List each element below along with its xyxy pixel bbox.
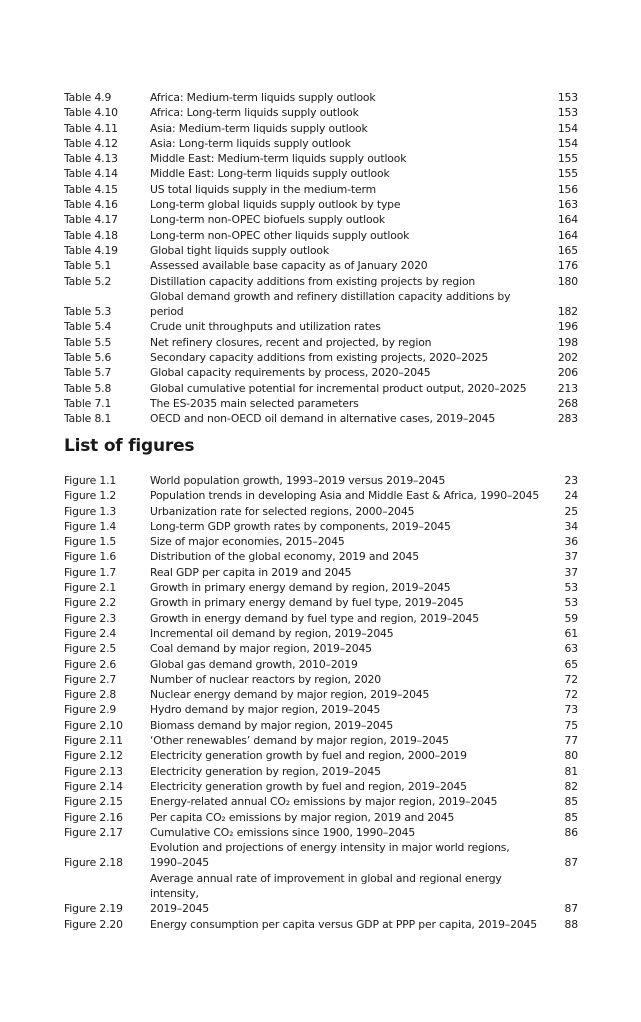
figure-entry-number: Figure 2.3 bbox=[64, 611, 117, 625]
table-entry-number: Table 4.14 bbox=[64, 167, 118, 181]
table-entry-page-number: 268 bbox=[557, 396, 578, 410]
table-entry-page-number: 153 bbox=[557, 91, 578, 104]
figure-entry-title: Distribution of the global economy, 2019 and 2045 bbox=[150, 550, 419, 564]
figure-entry-title: Number of nuclear reactors by region, 2020 bbox=[150, 672, 381, 686]
table-entry-title: Middle East: Long-term liquids supply outlook bbox=[150, 167, 390, 181]
table-entry-page-number: 155 bbox=[557, 152, 578, 166]
figure-entry-number: Figure 2.8 bbox=[64, 688, 117, 702]
table-entry-title: Net refinery closures, recent and projected, by region bbox=[150, 335, 432, 349]
figure-entry-title: Evolution and projections of energy intensity in major world regions, 1990–2045 bbox=[150, 841, 510, 870]
table-entry-number: Table 4.10 bbox=[64, 106, 118, 120]
figure-entry-page-number: 34 bbox=[564, 519, 578, 533]
table-entry bbox=[64, 182, 578, 197]
figure-entry-title: Hydro demand by major region, 2019–2045 bbox=[150, 703, 381, 717]
figure-entry-title: ‘Other renewables’ demand by major region, 2019–2045 bbox=[150, 734, 449, 748]
table-entry-number: Table 4.16 bbox=[64, 198, 118, 212]
figure-entry-page-number: 75 bbox=[564, 718, 578, 732]
figure-entry-number: Figure 2.14 bbox=[64, 779, 123, 793]
figure-entry-number: Figure 2.2 bbox=[64, 596, 117, 610]
figure-entry-page-number: 37 bbox=[564, 550, 578, 564]
figure-entry-title: Growth in primary energy demand by fuel type, 2019–2045 bbox=[150, 596, 464, 610]
table-entry bbox=[64, 90, 578, 105]
figure-entry-title: Electricity generation growth by fuel and region, 2000–2019 bbox=[150, 749, 467, 763]
table-entry bbox=[64, 319, 578, 334]
figure-entry-number: Figure 1.6 bbox=[64, 550, 117, 564]
figure-entry-page-number: 65 bbox=[564, 657, 578, 671]
table-entry bbox=[64, 258, 578, 273]
figure-entry-page-number: 73 bbox=[564, 703, 578, 717]
table-entry-page-number: 198 bbox=[557, 335, 578, 349]
table-entry-page-number: 182 bbox=[557, 305, 578, 319]
figure-entry-title: World population growth, 1993–2019 versus 2019–2045 bbox=[150, 474, 446, 487]
table-entry-title: US total liquids supply in the medium-term bbox=[150, 182, 376, 196]
figure-entry bbox=[64, 580, 578, 595]
table-entry bbox=[64, 105, 578, 120]
table-entry bbox=[64, 228, 578, 243]
figure-entry-page-number: 86 bbox=[564, 825, 578, 839]
table-entry-number: Table 5.7 bbox=[64, 366, 112, 380]
table-entry-number: Table 5.8 bbox=[64, 381, 112, 395]
table-entry-page-number: 180 bbox=[557, 274, 578, 288]
figure-entry-page-number: 82 bbox=[564, 779, 578, 793]
figure-entry-page-number: 72 bbox=[564, 688, 578, 702]
table-entry-number: Table 5.1 bbox=[64, 259, 112, 273]
table-entry-number: Table 5.2 bbox=[64, 274, 112, 288]
figure-entry-title: Energy-related annual CO₂ emissions by major region, 2019–2045 bbox=[150, 795, 498, 809]
list-of-tables bbox=[64, 90, 578, 427]
figure-entry-title: Urbanization rate for selected regions, 2000–2045 bbox=[150, 504, 415, 518]
table-entry-title: Global capacity requirements by process, 2020–2045 bbox=[150, 366, 431, 380]
figure-entry-title: Size of major economies, 2015–2045 bbox=[150, 535, 345, 549]
table-entry bbox=[64, 289, 578, 320]
figure-entry-number: Figure 1.1 bbox=[64, 474, 117, 487]
figure-entry bbox=[64, 871, 578, 917]
figure-entry-page-number: 59 bbox=[564, 611, 578, 625]
figure-entry-number: Figure 2.7 bbox=[64, 672, 117, 686]
figure-entry-title: Coal demand by major region, 2019–2045 bbox=[150, 642, 372, 656]
table-entry-page-number: 154 bbox=[557, 136, 578, 150]
figure-entry-title: Incremental oil demand by region, 2019–2045 bbox=[150, 626, 394, 640]
figure-entry-number: Figure 2.18 bbox=[64, 856, 123, 870]
table-entry-page-number: 164 bbox=[557, 228, 578, 242]
figure-entry-title: Real GDP per capita in 2019 and 2045 bbox=[150, 565, 352, 579]
list-of-figures bbox=[64, 473, 578, 932]
table-entry-title: Africa: Long-term liquids supply outlook bbox=[150, 106, 359, 120]
figure-entry bbox=[64, 641, 578, 656]
figure-entry bbox=[64, 733, 578, 748]
table-entry-title: Crude unit throughputs and utilization rates bbox=[150, 320, 381, 334]
figure-entry-page-number: 81 bbox=[564, 764, 578, 778]
table-entry-page-number: 213 bbox=[557, 381, 578, 395]
table-entry bbox=[64, 365, 578, 380]
table-entry-number: Table 4.11 bbox=[64, 121, 118, 135]
figure-entry bbox=[64, 687, 578, 702]
table-entry bbox=[64, 396, 578, 411]
figure-entry-page-number: 88 bbox=[564, 917, 578, 931]
figure-entry bbox=[64, 549, 578, 564]
figure-entry-page-number: 61 bbox=[564, 626, 578, 640]
table-entry-title: Long-term non-OPEC other liquids supply outlook bbox=[150, 228, 410, 242]
table-entry-number: Table 5.5 bbox=[64, 335, 112, 349]
figure-entry-number: Figure 2.17 bbox=[64, 825, 123, 839]
figure-entry-page-number: 85 bbox=[564, 810, 578, 824]
figure-entry-number: Figure 2.4 bbox=[64, 626, 117, 640]
table-entry-page-number: 196 bbox=[557, 320, 578, 334]
table-entry-title: Global cumulative potential for incremental product output, 2020–2025 bbox=[150, 381, 527, 395]
table-entry-number: Table 5.6 bbox=[64, 351, 112, 365]
table-entry-page-number: 283 bbox=[557, 412, 578, 426]
table-entry-title: Asia: Long-term liquids supply outlook bbox=[150, 136, 351, 150]
table-entry-title: Global demand growth and refinery distillation capacity additions by period bbox=[150, 289, 511, 319]
figure-entry-page-number: 85 bbox=[564, 795, 578, 809]
figure-entry-number: Figure 2.12 bbox=[64, 749, 123, 763]
figure-entry bbox=[64, 794, 578, 809]
table-entry-page-number: 164 bbox=[557, 213, 578, 227]
figure-entry-page-number: 72 bbox=[564, 672, 578, 686]
table-entry-page-number: 202 bbox=[557, 351, 578, 365]
figure-entry-number: Figure 2.19 bbox=[64, 902, 123, 916]
figure-entry bbox=[64, 672, 578, 687]
figure-entry bbox=[64, 764, 578, 779]
table-entry-title: Long-term non-OPEC biofuels supply outlook bbox=[150, 213, 386, 227]
figure-entry bbox=[64, 657, 578, 672]
figure-entry-page-number: 87 bbox=[564, 856, 578, 870]
table-entry bbox=[64, 136, 578, 151]
figure-entry bbox=[64, 626, 578, 641]
table-entry-title: Secondary capacity additions from existing projects, 2020–2025 bbox=[150, 351, 489, 365]
table-entry-title: Long-term global liquids supply outlook by type bbox=[150, 198, 401, 212]
figure-entry-title: Cumulative CO₂ emissions since 1900, 1990–2045 bbox=[150, 825, 416, 839]
table-entry-number: Table 4.15 bbox=[64, 182, 118, 196]
figure-entry-title: Population trends in developing Asia and Middle East & Africa, 1990–2045 bbox=[150, 489, 540, 503]
figure-entry-page-number: 25 bbox=[564, 504, 578, 518]
figure-entry-page-number: 53 bbox=[564, 596, 578, 610]
figure-entry-number: Figure 2.9 bbox=[64, 703, 117, 717]
figure-entry-title: Long-term GDP growth rates by components, 2019–2045 bbox=[150, 519, 451, 533]
figure-entry bbox=[64, 825, 578, 840]
figure-entry-number: Figure 2.11 bbox=[64, 734, 123, 748]
table-entry-title: Asia: Medium-term liquids supply outlook bbox=[150, 121, 368, 135]
table-entry-number: Table 5.4 bbox=[64, 320, 112, 334]
table-entry-title: Middle East: Medium-term liquids supply outlook bbox=[150, 152, 407, 166]
table-entry-title: OECD and non-OECD oil demand in alternative cases, 2019–2045 bbox=[150, 412, 496, 426]
figure-entry bbox=[64, 595, 578, 610]
figure-entry-title: Growth in energy demand by fuel type and region, 2019–2045 bbox=[150, 611, 479, 625]
table-entry bbox=[64, 166, 578, 181]
figure-entry-title: Global gas demand growth, 2010–2019 bbox=[150, 657, 358, 671]
figure-entry-number: Figure 1.7 bbox=[64, 565, 117, 579]
figure-entry bbox=[64, 473, 578, 488]
figure-entry bbox=[64, 840, 578, 871]
figure-entry bbox=[64, 702, 578, 717]
figure-entry-page-number: 24 bbox=[564, 489, 578, 503]
table-entry-number: Table 4.19 bbox=[64, 243, 118, 257]
table-entry bbox=[64, 197, 578, 212]
figure-entry-number: Figure 1.2 bbox=[64, 489, 117, 503]
table-entry-number: Table 4.13 bbox=[64, 152, 118, 166]
figure-entry-page-number: 53 bbox=[564, 581, 578, 595]
figure-entry-number: Figure 1.5 bbox=[64, 535, 117, 549]
table-entry-number: Table 4.17 bbox=[64, 213, 118, 227]
table-entry-number: Table 4.9 bbox=[64, 91, 112, 104]
figure-entry bbox=[64, 504, 578, 519]
figure-entry-page-number: 87 bbox=[564, 902, 578, 916]
figure-entry-title: Nuclear energy demand by major region, 2019–2045 bbox=[150, 688, 430, 702]
table-entry-number: Table 4.12 bbox=[64, 136, 118, 150]
table-entry-title: The ES-2035 main selected parameters bbox=[150, 396, 359, 410]
table-entry bbox=[64, 121, 578, 136]
table-entry bbox=[64, 274, 578, 289]
figure-entry bbox=[64, 611, 578, 626]
figure-entry-title: Average annual rate of improvement in global and regional energy intensity, 2019–2045 bbox=[150, 871, 502, 916]
figure-entry-page-number: 63 bbox=[564, 642, 578, 656]
table-entry-number: Table 8.1 bbox=[64, 412, 112, 426]
figure-entry-number: Figure 1.3 bbox=[64, 504, 117, 518]
figure-entry-page-number: 80 bbox=[564, 749, 578, 763]
figure-entry-title: Growth in primary energy demand by region, 2019–2045 bbox=[150, 581, 451, 595]
table-entry-title: Assessed available base capacity as of January 2020 bbox=[150, 259, 428, 273]
table-entry-page-number: 154 bbox=[557, 121, 578, 135]
figure-entry-title: Biomass demand by major region, 2019–2045 bbox=[150, 718, 394, 732]
table-entry-title: Distillation capacity additions from existing projects by region bbox=[150, 274, 476, 288]
table-entry bbox=[64, 335, 578, 350]
figure-entry bbox=[64, 718, 578, 733]
figure-entry bbox=[64, 534, 578, 549]
figure-entry bbox=[64, 519, 578, 534]
table-entry-page-number: 156 bbox=[557, 182, 578, 196]
figure-entry-number: Figure 2.13 bbox=[64, 764, 123, 778]
table-entry bbox=[64, 381, 578, 396]
figure-entry-number: Figure 1.4 bbox=[64, 519, 117, 533]
figure-entry bbox=[64, 488, 578, 503]
table-entry-page-number: 165 bbox=[557, 243, 578, 257]
table-entry bbox=[64, 350, 578, 365]
figure-entry-number: Figure 2.1 bbox=[64, 581, 117, 595]
table-entry-page-number: 206 bbox=[557, 366, 578, 380]
table-entry bbox=[64, 151, 578, 166]
figure-entry-page-number: 37 bbox=[564, 565, 578, 579]
figure-entry-page-number: 36 bbox=[564, 535, 578, 549]
table-entry bbox=[64, 411, 578, 426]
figure-entry-number: Figure 2.20 bbox=[64, 917, 123, 931]
figures-heading: List of figures bbox=[64, 436, 195, 456]
figure-entry-title: Electricity generation growth by fuel and region, 2019–2045 bbox=[150, 779, 467, 793]
table-entry-page-number: 163 bbox=[557, 198, 578, 212]
table-entry-number: Table 5.3 bbox=[64, 305, 112, 319]
figure-entry bbox=[64, 779, 578, 794]
figure-entry-title: Electricity generation by region, 2019–2045 bbox=[150, 764, 381, 778]
figure-entry bbox=[64, 565, 578, 580]
figure-entry bbox=[64, 810, 578, 825]
figure-entry-number: Figure 2.5 bbox=[64, 642, 117, 656]
table-entry-page-number: 176 bbox=[557, 259, 578, 273]
figure-entry-number: Figure 2.15 bbox=[64, 795, 123, 809]
figure-entry-page-number: 77 bbox=[564, 734, 578, 748]
table-entry-title: Africa: Medium-term liquids supply outlook bbox=[150, 91, 376, 104]
figure-entry-number: Figure 2.16 bbox=[64, 810, 123, 824]
table-entry bbox=[64, 243, 578, 258]
table-entry bbox=[64, 212, 578, 227]
table-entry-page-number: 155 bbox=[557, 167, 578, 181]
figure-entry-page-number: 23 bbox=[564, 474, 578, 487]
figure-entry bbox=[64, 917, 578, 932]
figure-entry bbox=[64, 748, 578, 763]
table-entry-number: Table 4.18 bbox=[64, 228, 118, 242]
table-entry-title: Global tight liquids supply outlook bbox=[150, 243, 329, 257]
figure-entry-title: Per capita CO₂ emissions by major region, 2019 and 2045 bbox=[150, 810, 455, 824]
table-entry-page-number: 153 bbox=[557, 106, 578, 120]
figure-entry-title: Energy consumption per capita versus GDP at PPP per capita, 2019–2045 bbox=[150, 917, 537, 931]
table-entry-number: Table 7.1 bbox=[64, 396, 112, 410]
figure-entry-number: Figure 2.10 bbox=[64, 718, 123, 732]
figure-entry-number: Figure 2.6 bbox=[64, 657, 117, 671]
